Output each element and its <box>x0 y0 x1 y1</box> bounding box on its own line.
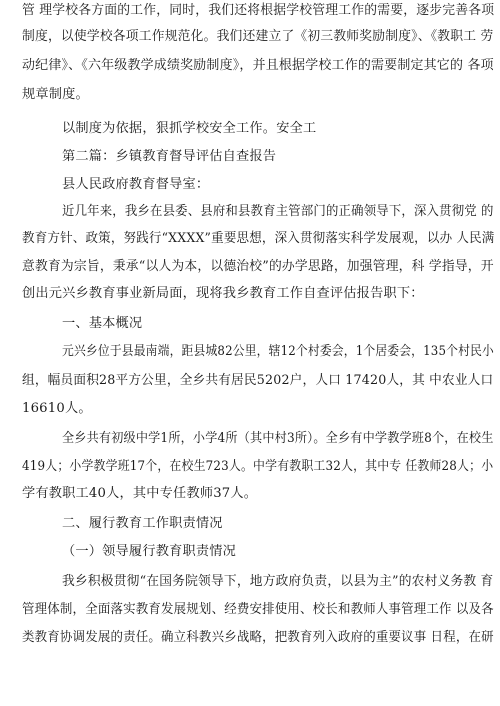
text-line: 意教育为宗旨，秉承“以人为本，以德治校”的办学思路，加强管理，科 学指导，开 <box>22 259 494 274</box>
text-line: 管 理学校各方面的工作，同时，我们还将根据学校管理工作的需要，逐步完善各项 <box>22 3 495 18</box>
text-line: 组，幅员面积28平方公里，全乡共有居民5202户，人口 17420人，其 中农业人口 <box>22 373 494 388</box>
text-line: 管理体制，全面落实教育发展规划、经费安排使用、校长和教师人事管理工作 以及各 <box>22 602 494 617</box>
text-line: 元兴乡位于县最南端，距县城82公里，辖12个村委会，1个居委会，135个村民小 <box>62 344 494 359</box>
text-line: 近几年来，我乡在县委、县府和县教育主管部门的正确领导下，深入贯彻党 的 <box>62 204 494 219</box>
text-line: 规章制度。 <box>22 87 89 102</box>
section-heading: 二、履行教育工作职责情况 <box>62 516 223 531</box>
text-line: 类教育协调发展的责任。确立科教兴乡战略，把教育列入政府的重要议事 日程，在研 <box>22 630 494 645</box>
addressee: 县人民政府教育督导室： <box>62 177 210 192</box>
subsection-heading: （一）领导履行教育职责情况 <box>62 544 237 559</box>
text-line: 创出元兴乡教育事业新局面，现将我乡教育工作自查评估报告职下： <box>22 286 424 301</box>
text-line: 16610人。 <box>22 401 92 416</box>
text-line: 全乡共有初级中学1所，小学4所（其中村3所）。全乡有中学教学班8个，在校生 <box>62 431 494 446</box>
section-heading: 第二篇：乡镇教育督导评估自查报告 <box>62 149 277 164</box>
text-line: 我乡积极贯彻“在国务院领导下，地方政府负责，以县为主”的农村义务教 育 <box>62 574 494 589</box>
text-line: 教育方针、政策，努践行“XXXX”重要思想，深入贯彻落实科学发展观，以办 人民满 <box>22 231 495 246</box>
text-line: 以制度为依据，狠抓学校安全工作。安全工 <box>62 121 317 136</box>
text-line: 419人；小学教学班17个，在校生723人。中学有教职工32人，其中专 任教师28人；小 <box>22 459 494 474</box>
text-line: 学有教职工40人，其中专任教师37人。 <box>22 486 258 501</box>
section-heading: 一、基本概况 <box>62 316 143 331</box>
text-line: 动纪律》、《六年级教学成绩奖励制度》，并且根据学校工作的需要制定其它的 各项 <box>22 58 494 73</box>
text-line: 制度，以使学校各项工作规范化。我们还建立了《初三教师奖励制度》、《教职工 劳 <box>22 29 494 44</box>
